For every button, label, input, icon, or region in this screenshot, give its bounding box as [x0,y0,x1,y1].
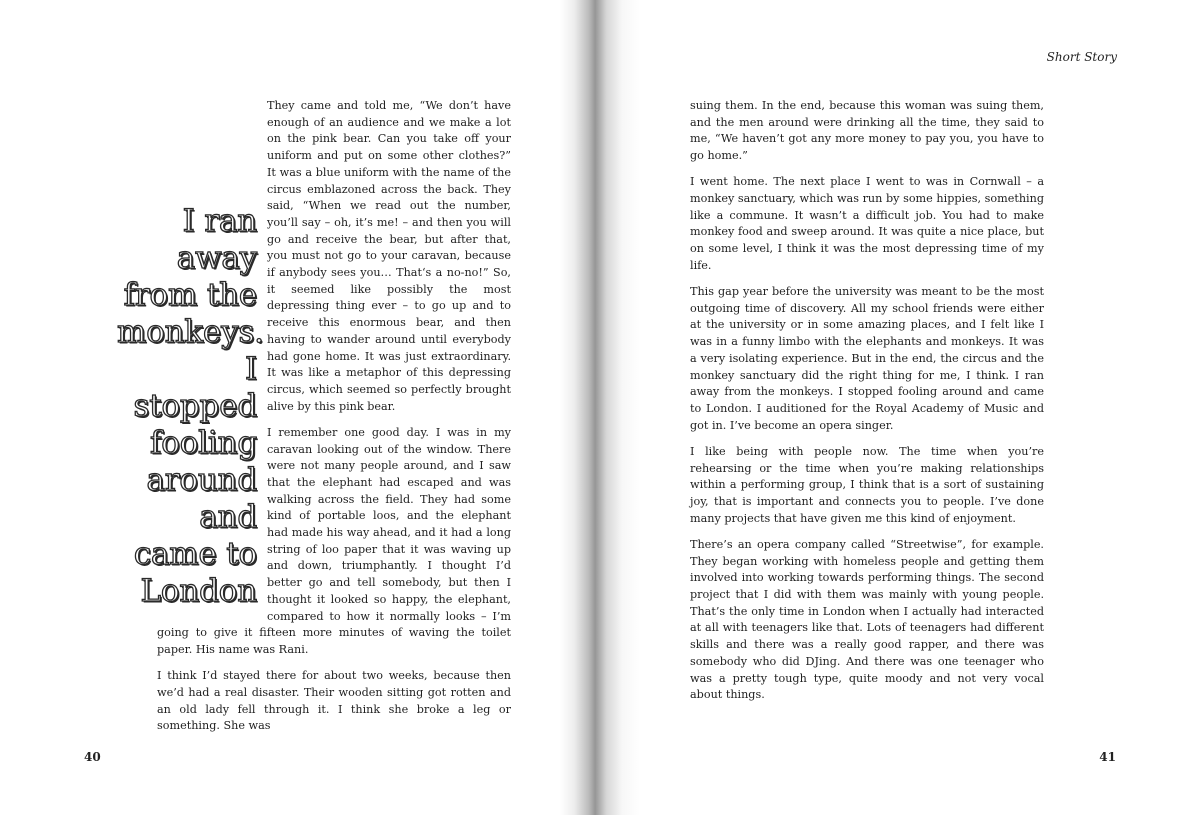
running-head: Short Story [1046,50,1117,64]
book-gutter-shadow [560,0,640,815]
right-paragraph-1: suing them. In the end, because this woman was suing them, and the men around were drinking all the time, they said to me, “We haven’t got any more money to pay you, you have to go home.” [690,99,1044,163]
left-paragraph-1: They came and told me, “We don’t have enough of an audience and we make a lot on the pink bear. Can you take off your uniform and put on some other clothes?” It was a blue uniform with the name of the circus emblazoned across the back. They said, “When we read out the number, you’ll say – oh, it’s me! – and then you will go and receive the bear, but after that, you must not go to your caravan, because if anybody sees you… That‘s a no-no!” So, it seemed like possibly the most depressing thing ever – to go up and to receive this enormous bear, and then having to wander around until everybody had gone home. It was just extraordinary. It was like a metaphor of this depressing circus, which seemed so perfectly brought alive by this pink bear. [267,99,511,413]
right-paragraph-5: There’s an opera company called “Streetwise”, for example. They began working with homeless people and getting them involved into working towards performing things. The second project that I did with them was mainly with young people. That’s the only time in London when I actually had interacted at all with teenagers like that. Lots of teenagers had different skills and there was a really good rapper, and there was somebody who did DJing. And there was one teenager who was a pretty tough type, quite moody and not very vocal about things. [690,537,1044,702]
right-paragraph-4: I like being with people now. The time when you’re rehearsing or the time when you’re making relationships within a performing group, I think that is a sort of sustaining joy, that is important and connects you to people. I’ve done many projects that have given me this kind of enjoyment. [690,444,1044,525]
right-page-column [690,98,1044,713]
left-paragraph-2: I remember one good day. I was in my caravan looking out of the window. There were not many people around, and I saw that the elephant had escaped and was walking across the field. They had some kind of portable loos, and the elephant had made his way ahead, and it had a long string of loo paper that it was waving up and down, triumphantly. I thought I’d better go and tell somebody, but then I thought it looked so happy, the elephant, compared to how it normally looks – I’m going to give it fifteen more minutes of waving the toilet paper. His name was Rani. [157,425,511,656]
page-number-left: 40 [84,750,101,764]
pull-quote: I ran away from the monkeys. I stopped fooling around and came to London [117,203,264,609]
page-number-right: 41 [1099,750,1116,764]
right-paragraph-2: I went home. The next place I went to was in Cornwall – a monkey sanctuary, which was run by some hippies, something like a commune. It wasn’t a difficult job. You had to make monkey food and sweep around. It was quite a nice place, but on some level, I think it was the most depressing time of my life. [690,175,1044,272]
right-paragraph-3: This gap year before the university was meant to be the most outgoing time of discovery. All my school friends were either at the university or in some amazing places, and I felt like I was in a funny limbo with the elephants and monkeys. It was a very isolating experience. But in the end, the circus and the monkey sanctuary did the right thing for me, I think. I ran away from the monkeys. I stopped fooling around and came to London. I auditioned for the Royal Academy of Music and got in. I’ve become an opera singer. [690,285,1044,432]
left-paragraph-3: I think I’d stayed there for about two weeks, because then we’d had a real disaster. Their wooden sitting got rotten and an old lady fell through it. I think she broke a leg or something. She was [157,669,511,733]
left-page-column [117,98,511,745]
